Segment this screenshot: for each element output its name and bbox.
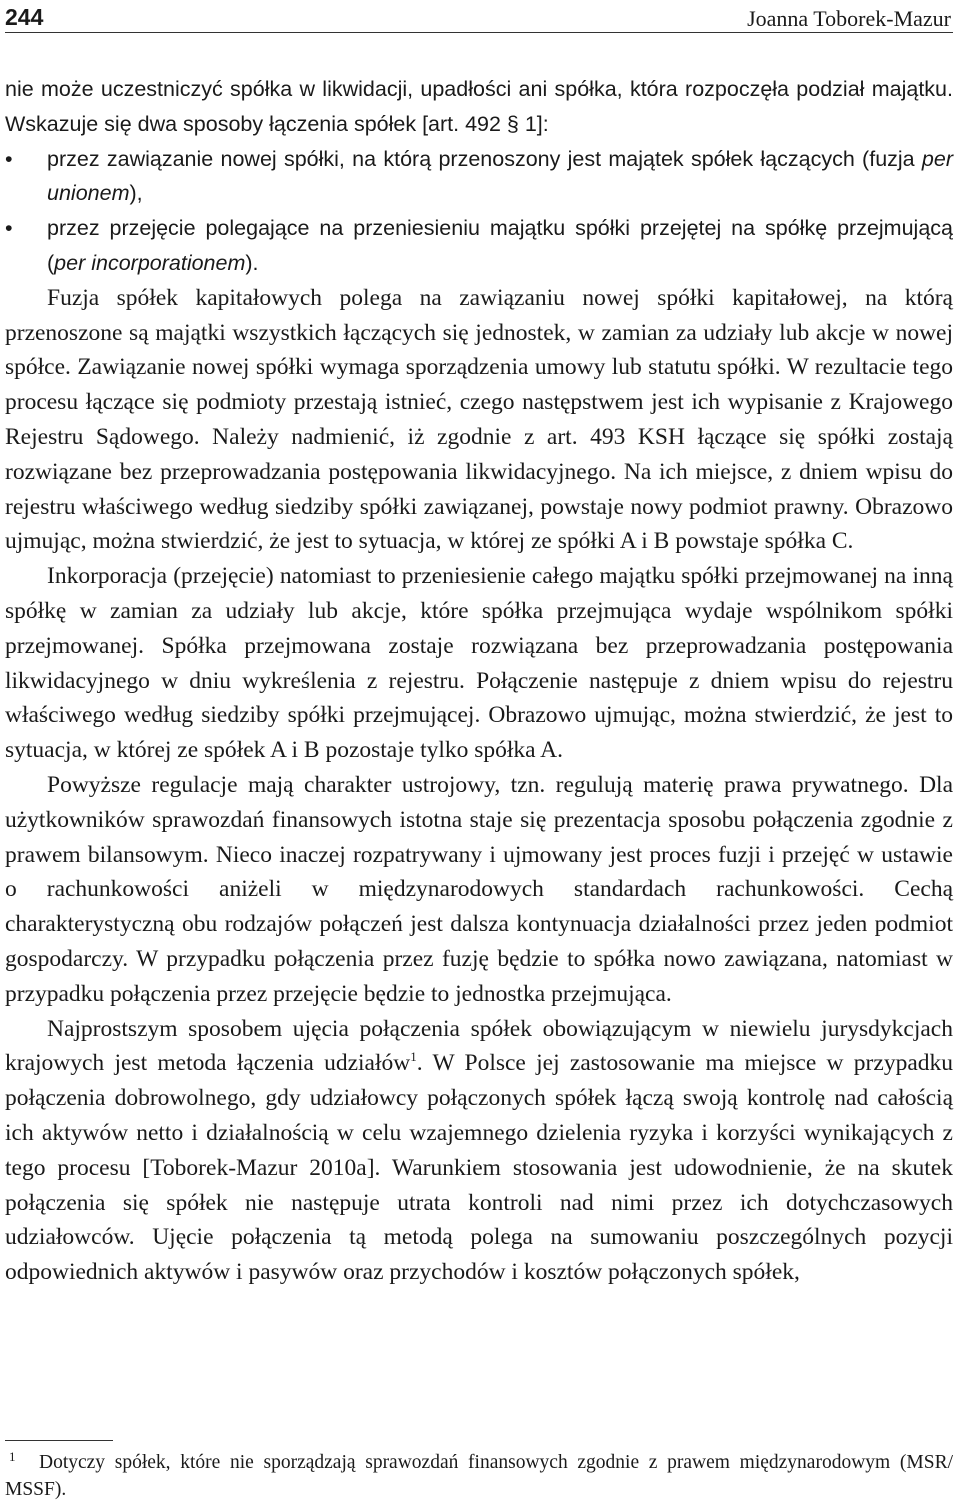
list-item: [5, 211, 953, 281]
list-item-text-end: ),: [129, 181, 143, 206]
footnote: 1 Dotyczy spółek, które nie sporządzają sprawozdań finansowych zgodnie z prawem międzynarodowym (MSR/ MSSF).: [5, 1448, 953, 1500]
paragraph-metoda-laczenia: [5, 1012, 953, 1290]
document-page: [5, 0, 953, 1500]
footnote-divider: [5, 1440, 113, 1441]
paragraph-text-continued: . W Polsce jej zastosowanie ma miejsce w przypadku połączenia dobrowolnego, gdy udziałowcy połączonych spółek łączą swoją kontrolę nad całością ich aktywów netto i działalnością w celu wzajemnego dzielenia ryzyka i korzyści wynikających z tego procesu [Toborek-Mazur 2010a]. Warunkiem stosowania jest udowodnienie, że na skutek połączenia się spółek nie następuje utrata kontroli nad nimi przez ich dotychczasowych udziałowców. Ujęcie połączenia tą metodą polega na sumowaniu poszczególnych pozycji odpowiednich aktywów i pasywów oraz przychodów i kosztów połączonych spółek,: [5, 1050, 953, 1286]
running-header-author: Joanna Toborek-Mazur: [747, 6, 951, 31]
page-number: 244: [5, 4, 44, 30]
footnote-text: Dotyczy spółek, które nie sporządzają sprawozdań finansowych zgodnie z prawem międzynarodowym (MSR/ MSSF).: [5, 1452, 953, 1500]
bullet-list: [5, 142, 953, 281]
list-item-italic-term: per incorporationem: [54, 250, 246, 275]
page-header: [5, 6, 953, 33]
list-item-text-end: ).: [245, 250, 259, 275]
paragraph-fuzja: Fuzja spółek kapitałowych polega na zawiązaniu nowej spółki kapitałowej, na którą przenoszone są majątki wszystkich łączących się jednostek, w zamian za udziały lub akcje w nowej spółce. Zawiązanie nowej spółki wymaga sporządzenia umowy lub statutu spółki. W rezultacie tego procesu łączące się podmioty przestają istnieć, czego następstwem jest ich wypisanie z Krajowego Rejestru Sądowego. Należy nadmienić, iż zgodnie z art. 493 KSH łączące się spółki zostają rozwiązane bez przeprowadzania postępowania likwidacyjnego. Na ich miejsce, z dniem wpisu do rejestru właściwego według siedziby spółki zawiązanej, powstaje nowy podmiot prawny. Obrazowo ujmując, można stwierdzić, że jest to sytuacja, w której ze spółki A i B powstaje spółka C.: [5, 284, 953, 555]
list-item-italic-term: per unionem: [47, 146, 953, 206]
paragraph-inkorporacja: Inkorporacja (przejęcie) natomiast to przeniesienie całego majątku spółki przejmowanej na inną spółkę w zamian za udziały lub akcje, które spółka przejmująca wydaje wspólnikom spółki przejmowanej. Spółka przejmowana zostaje rozwiązana bez przeprowadzania postępowania likwidacyjnego w dniu wykreślenia z rejestru. Połączenie następuje z dniem wpisu do rejestru właściwego według siedziby spółki przejmującej. Obrazowo ujmując, można stwierdzić, że jest to sytuacja, w której ze spółek A i B pozostaje tylko spółka A.: [5, 563, 953, 764]
list-item: [5, 142, 953, 212]
bullet-icon: •: [5, 216, 13, 241]
paragraph-text: Najprostszym sposobem ujęcia połączenia spółek obowiązującym w niewielu jurysdykcjach krajowych jest metoda łączenia udziałów: [5, 1015, 953, 1077]
footnote-reference[interactable]: 1: [410, 1049, 417, 1065]
list-item-text: przez przejęcie polegające na przeniesieniu majątku spółki przejętej na spółkę przejmującą (: [47, 216, 953, 275]
bullet-icon: •: [5, 146, 13, 171]
intro-paragraph: nie może uczestniczyć spółka w likwidacji, upadłości ani spółka, która rozpoczęła podział majątku. Wskazuje się dwa sposoby łączenia spółek [art. 492 § 1]:: [5, 77, 953, 136]
paragraph-regulacje: Powyższe regulacje mają charakter ustrojowy, tzn. regulują materię prawa prywatnego. Dla użytkowników sprawozdań finansowych istotna staje się prezentacja sposobu połączenia zgodnie z prawem bilansowym. Nieco inaczej rozpatrywany i ujmowany jest proces fuzji i przejęć w ustawie o rachunkowości aniżeli w międzynarodowych standardach rachunkowości. Cechą charakterystyczną obu rodzajów połączeń jest dalsza kontynuacja działalności przez jeden podmiot gospodarczy. W przypadku połączenia przez fuzję będzie to spółka nowo zawiązana, natomiast w przypadku połączenia przez przejęcie będzie to jednostka przejmująca.: [5, 771, 953, 1007]
list-item-text: przez zawiązanie nowej spółki, na którą przenoszony jest majątek spółek łączących (fuzja: [47, 146, 922, 171]
body-text: [5, 72, 953, 1290]
